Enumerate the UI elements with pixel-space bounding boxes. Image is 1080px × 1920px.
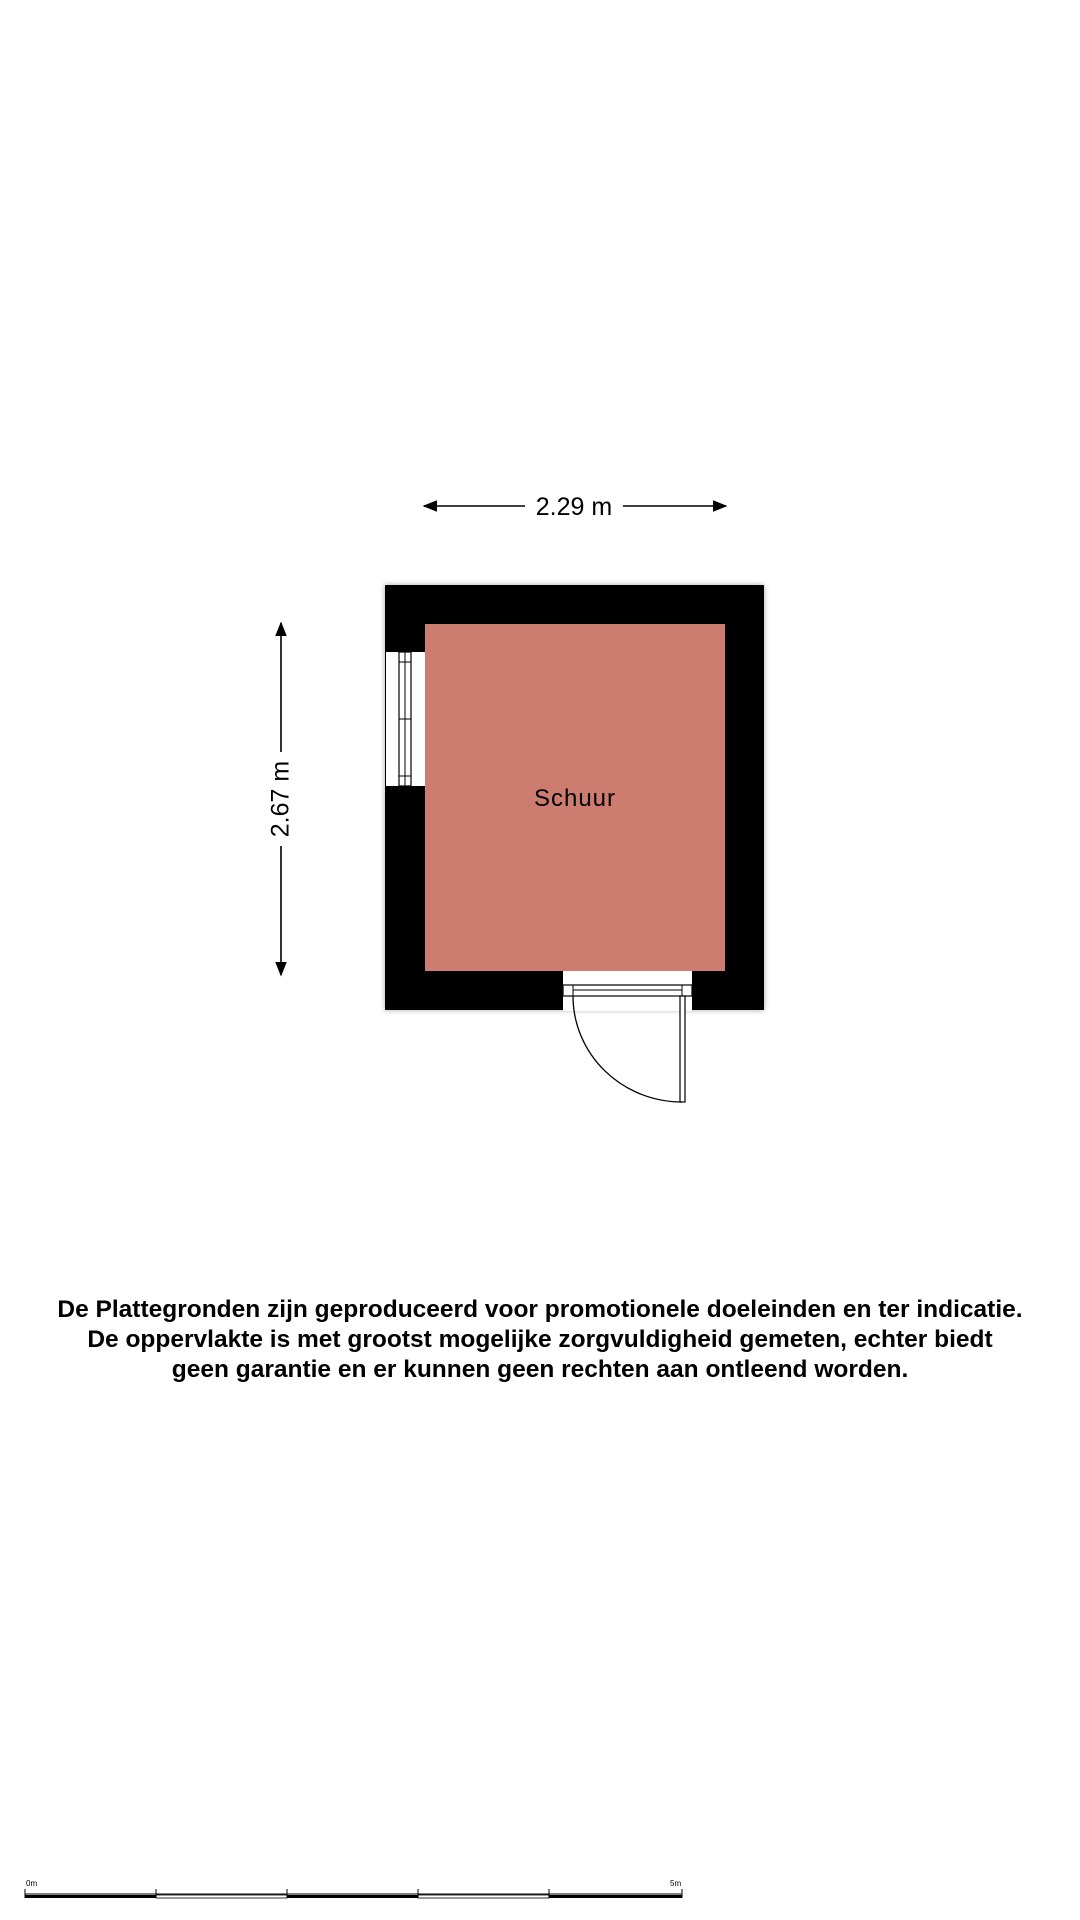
- door: [563, 971, 692, 1102]
- scale-bar-start-label: 0m: [26, 1879, 38, 1888]
- disclaimer: [0, 1295, 1080, 1385]
- width-dimension: [424, 493, 726, 521]
- width-dimension-label: 2.29 m: [535, 493, 613, 521]
- disclaimer-line: De oppervlakte is met grootst mogelijke zorgvuldigheid gemeten, echter biedt: [87, 1326, 993, 1353]
- depth-dimension: [267, 623, 295, 975]
- disclaimer-line: geen garantie en er kunnen geen rechten aan ontleend worden.: [171, 1356, 909, 1383]
- disclaimer-line: De Plattegronden zijn geproduceerd voor promotionele doeleinden en ter indicatie.: [57, 1296, 1023, 1323]
- depth-dimension-label: 2.67 m: [266, 760, 295, 838]
- scale-bar: [25, 1879, 682, 1898]
- scale-bar-end-label: 5m: [670, 1879, 682, 1888]
- room-label: Schuur: [533, 785, 617, 812]
- window: [386, 652, 425, 786]
